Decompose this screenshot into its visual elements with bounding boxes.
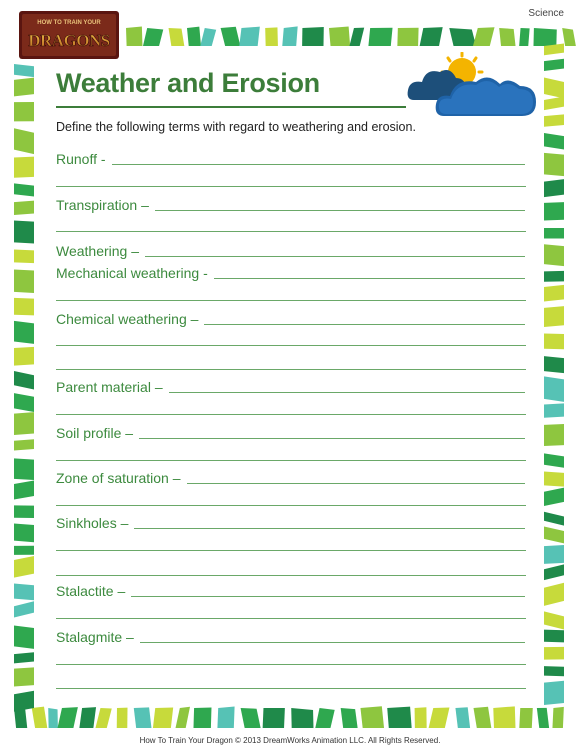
border-tile <box>14 371 34 390</box>
border-tile <box>544 545 564 564</box>
border-tile <box>95 708 111 728</box>
border-tile <box>544 376 564 402</box>
border-tile <box>14 64 34 77</box>
answer-blank[interactable] <box>140 642 525 643</box>
border-tile <box>126 26 142 46</box>
subject-label: Science <box>528 8 564 19</box>
answer-line[interactable] <box>56 231 526 232</box>
border-tile <box>315 708 334 728</box>
page-title: Weather and Erosion <box>56 68 320 98</box>
border-tile <box>200 28 216 46</box>
border-tile <box>14 601 34 617</box>
border-tile <box>14 626 34 649</box>
answer-blank[interactable] <box>134 528 525 529</box>
border-tile <box>544 179 564 197</box>
border-tile <box>544 583 564 606</box>
answer-blank[interactable] <box>155 210 525 211</box>
term-label: Runoff - <box>56 151 106 167</box>
border-tile <box>217 706 234 728</box>
border-tile <box>544 59 564 71</box>
border-tile <box>544 512 564 526</box>
answer-line[interactable] <box>56 300 526 301</box>
border-tile <box>134 707 152 728</box>
border-tile <box>544 630 564 643</box>
answer-blank[interactable] <box>139 438 525 439</box>
border-tile <box>187 27 201 46</box>
border-tile <box>552 707 563 728</box>
border-tile <box>32 707 48 728</box>
border-tile <box>544 666 564 676</box>
border-tile <box>14 556 34 578</box>
border-tile <box>360 706 384 728</box>
border-tile <box>302 27 324 46</box>
border-tile <box>265 27 278 46</box>
border-tile <box>14 128 34 154</box>
border-tile <box>14 439 34 450</box>
term-label: Sinkholes – <box>56 515 129 531</box>
answer-line[interactable] <box>56 505 526 506</box>
term-label: Stalactite – <box>56 583 126 599</box>
border-tile <box>455 707 470 728</box>
term-label: Transpiration – <box>56 197 149 213</box>
border-tile <box>241 708 261 728</box>
border-tile <box>544 133 564 150</box>
border-tile <box>341 708 358 728</box>
border-tile <box>291 708 313 728</box>
border-tile <box>544 96 564 110</box>
border-tile <box>544 356 564 373</box>
border-tile <box>14 691 34 712</box>
term-label: Mechanical weathering - <box>56 265 208 281</box>
border-tile <box>544 271 564 282</box>
answer-blank[interactable] <box>214 278 525 279</box>
border-tile <box>14 652 34 663</box>
answer-line[interactable] <box>56 369 526 370</box>
border-tile <box>14 481 34 500</box>
border-tile <box>474 707 492 728</box>
border-tile <box>329 27 350 46</box>
border-tile <box>537 708 549 728</box>
border-tile <box>117 708 128 728</box>
border-tile <box>14 269 34 293</box>
border-tile <box>544 424 564 446</box>
border-tile <box>48 708 58 728</box>
border-tile <box>415 707 427 728</box>
term-label: Weathering – <box>56 243 140 259</box>
answer-line[interactable] <box>56 550 526 551</box>
border-tile <box>176 707 190 728</box>
answer-blank[interactable] <box>169 392 525 393</box>
border-tile <box>14 458 34 480</box>
border-tile <box>387 707 411 728</box>
border-tile <box>282 26 297 46</box>
border-tile <box>14 183 34 196</box>
border-tile <box>544 285 564 302</box>
border-tile <box>544 153 564 176</box>
svg-text:HOW TO TRAIN YOUR: HOW TO TRAIN YOUR <box>37 20 101 26</box>
border-tile <box>14 157 34 178</box>
answer-line[interactable] <box>56 186 526 187</box>
answer-line[interactable] <box>56 414 526 415</box>
border-tile <box>14 102 34 121</box>
answer-blank[interactable] <box>112 164 525 165</box>
answer-blank[interactable] <box>145 256 525 257</box>
border-tile <box>544 334 564 350</box>
term-label: Parent material – <box>56 379 163 395</box>
border-tile <box>519 708 532 728</box>
term-label: Chemical weathering – <box>56 311 199 327</box>
border-tile <box>429 708 450 728</box>
border-tile <box>239 27 260 46</box>
term-label: Zone of saturation – <box>56 470 181 486</box>
border-tile <box>544 403 564 417</box>
border-tile <box>544 453 564 467</box>
border-tile <box>193 708 211 728</box>
border-tile <box>493 706 515 728</box>
instructions-text: Define the following terms with regard to weathering and erosion. <box>56 120 416 134</box>
answer-line[interactable] <box>56 618 526 619</box>
border-tile <box>544 244 564 266</box>
border-tile <box>14 667 34 686</box>
answer-line[interactable] <box>56 664 526 665</box>
border-tile <box>14 505 34 518</box>
border-tile <box>499 28 515 46</box>
term-label: Stalagmite – <box>56 629 134 645</box>
border-tile <box>57 707 77 728</box>
border-tile <box>473 27 495 46</box>
border-tile <box>562 28 576 46</box>
border-tile <box>397 28 418 46</box>
copyright-footer: How To Train Your Dragon © 2013 DreamWorks Animation LLC. All Rights Reserved. <box>139 736 441 745</box>
answer-line[interactable] <box>56 688 526 689</box>
answer-line[interactable] <box>56 575 526 576</box>
border-tile <box>14 78 34 97</box>
border-tile <box>544 647 564 660</box>
border-tile <box>263 708 285 728</box>
border-tile <box>544 527 564 544</box>
border-tile <box>221 27 241 46</box>
answer-blank[interactable] <box>131 596 525 597</box>
border-tile <box>14 249 34 263</box>
title-underline <box>56 106 406 108</box>
border-tile <box>533 28 556 46</box>
border-tile <box>14 546 34 555</box>
answer-line[interactable] <box>56 345 526 346</box>
border-tile <box>14 393 34 412</box>
border-tile <box>544 681 564 705</box>
border-tile <box>544 78 564 99</box>
border-tile <box>169 28 185 46</box>
border-tile <box>368 28 392 46</box>
border-tile <box>449 28 476 46</box>
border-tile <box>349 28 364 46</box>
border-tile <box>14 523 34 542</box>
border-tile <box>14 347 34 366</box>
border-tile <box>544 472 564 487</box>
border-tile <box>14 220 34 243</box>
border-tile <box>544 306 564 327</box>
border-tile <box>14 584 34 601</box>
border-tile <box>14 201 34 215</box>
border-tile <box>14 298 34 315</box>
weather-clouds-icon <box>404 52 544 122</box>
border-tile <box>519 28 530 46</box>
border-tile <box>544 114 564 126</box>
border-tile <box>79 707 96 728</box>
border-tile <box>14 412 34 435</box>
border-tile <box>544 488 564 506</box>
dragons-logo <box>18 10 120 60</box>
answer-blank[interactable] <box>187 483 525 484</box>
border-tile <box>420 27 443 46</box>
border-tile <box>544 611 564 629</box>
answer-blank[interactable] <box>204 324 525 325</box>
border-tile <box>14 321 34 344</box>
answer-line[interactable] <box>56 460 526 461</box>
term-label: Soil profile – <box>56 425 134 441</box>
border-tile <box>544 564 564 580</box>
border-tile <box>143 28 163 46</box>
border-tile <box>153 707 173 728</box>
svg-text:DRAGONS: DRAGONS <box>28 31 110 50</box>
border-tile <box>544 228 564 239</box>
border-tile <box>544 202 564 220</box>
